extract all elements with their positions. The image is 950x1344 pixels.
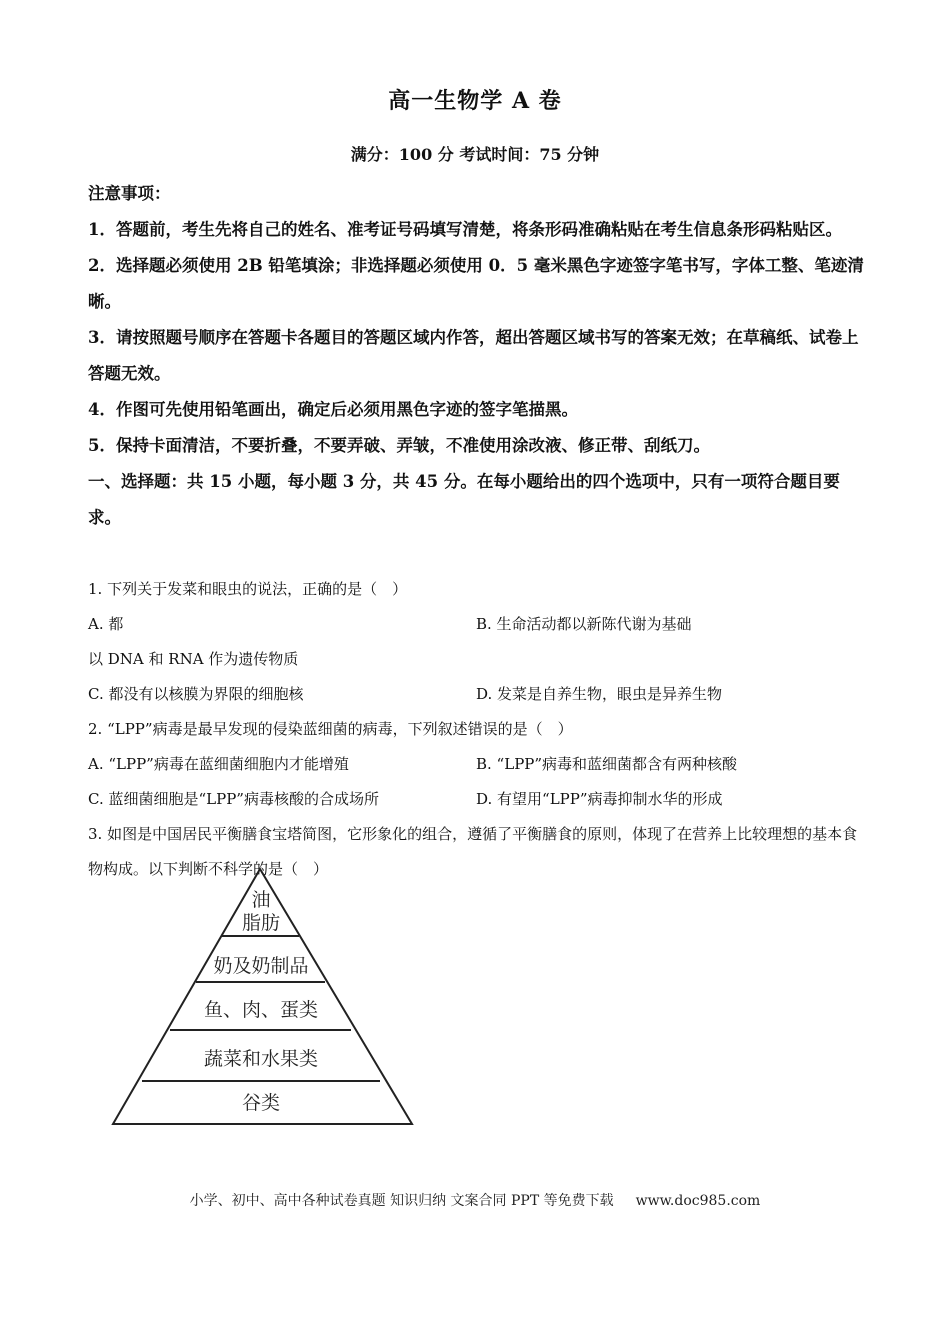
notice-item-4: 4．作图可先使用铅笔画出，确定后必须用黑色字迹的签字笔描黑。 [88,400,578,419]
notice-item-3: 3．请按照题号顺序在答题卡各题目的答题区域内作答，超出答题区域书写的答案无效；在草稿纸、试卷上答题无效。 [88,328,859,383]
question-1 [88,572,868,887]
question-1-option-c: C. 都没有以核膜为界限的细胞核 [88,685,304,703]
pyramid-level-dairy: 奶及奶制品 [213,955,309,977]
option-a-text: 以 DNA 和 RNA 作为遗传物质 [88,650,299,668]
notice-item-1: 1．答题前，考生先将自己的姓名、准考证号码填写清楚，将条形码准确粘贴在考生信息条形码粘贴区。 [88,220,842,239]
pyramid-level-vegetables: 蔬菜和水果类 [203,1048,319,1070]
question-2-options-row-1 [88,747,868,782]
question-1-options-row-2 [88,677,868,712]
question-1-option-d: D. 发菜是自养生物，眼虫是异养生物 [476,685,723,703]
option-a-prefix: A. 都 [88,615,124,633]
notice-heading: 注意事项： [88,184,171,203]
question-2-option-d: D. 有望用“LPP”病毒抑制水华的形成 [476,790,723,808]
question-1-option-b: B. 生命活动都以新陈代谢为基础 [476,615,692,633]
pyramid-level-oil-line2: 脂肪 [241,912,281,934]
question-2-option-b: B. “LPP”病毒和蓝细菌都含有两种核酸 [476,755,738,773]
page-footer [0,1190,950,1210]
footer-url-link[interactable]: www.doc985.com [635,1193,761,1209]
question-1-option-a [88,607,476,677]
pyramid-level-grains: 谷类 [241,1092,281,1114]
pyramid-level-meat: 鱼、肉、蛋类 [203,999,319,1021]
notice-item-2: 2．选择题必须使用 2B 铅笔填涂；非选择题必须使用 0．5 毫米黑色字迹签字笔书写，字体工整、笔迹清晰。 [88,256,864,311]
pyramid-level-oil-line1: 油 [251,889,271,911]
question-2-option-c: C. 蓝细菌细胞是“LPP”病毒核酸的合成场所 [88,790,379,808]
question-2-options-row-2 [88,782,868,817]
footer-text: 小学、初中、高中各种试卷真题 知识归纳 文案合同 PPT 等免费下载 [189,1193,614,1209]
notice-item-5: 5．保持卡面清洁，不要折叠，不要弄破、弄皱，不准使用涂改液、修正带、刮纸刀。 [88,436,710,455]
notice-block [88,176,868,536]
exam-title: 高一生物学 A 卷 [388,88,562,114]
question-2-stem: 2. “LPP”病毒是最早发现的侵染蓝细菌的病毒，下列叙述错误的是（ ） [88,720,573,738]
exam-subtitle: 满分：100 分 考试时间：75 分钟 [350,145,600,164]
section-1-heading: 一、选择题：共 15 小题，每小题 3 分，共 45 分。在每小题给出的四个选项中，只有一项符合题目要求。 [88,472,840,527]
question-1-options-row-1 [88,607,868,677]
question-3-stem: 3. 如图是中国居民平衡膳食宝塔简图，它形象化的组合，遵循了平衡膳食的原则，体现了在营养上比较理想的基本食物构成。以下判断不科学的是（ ） [88,825,858,878]
question-2-option-a: A. “LPP”病毒在蓝细菌细胞内才能增殖 [88,755,349,773]
question-1-stem: 1. 下列关于发菜和眼虫的说法，正确的是（ ） [88,580,408,598]
food-pyramid-diagram [110,866,416,1128]
